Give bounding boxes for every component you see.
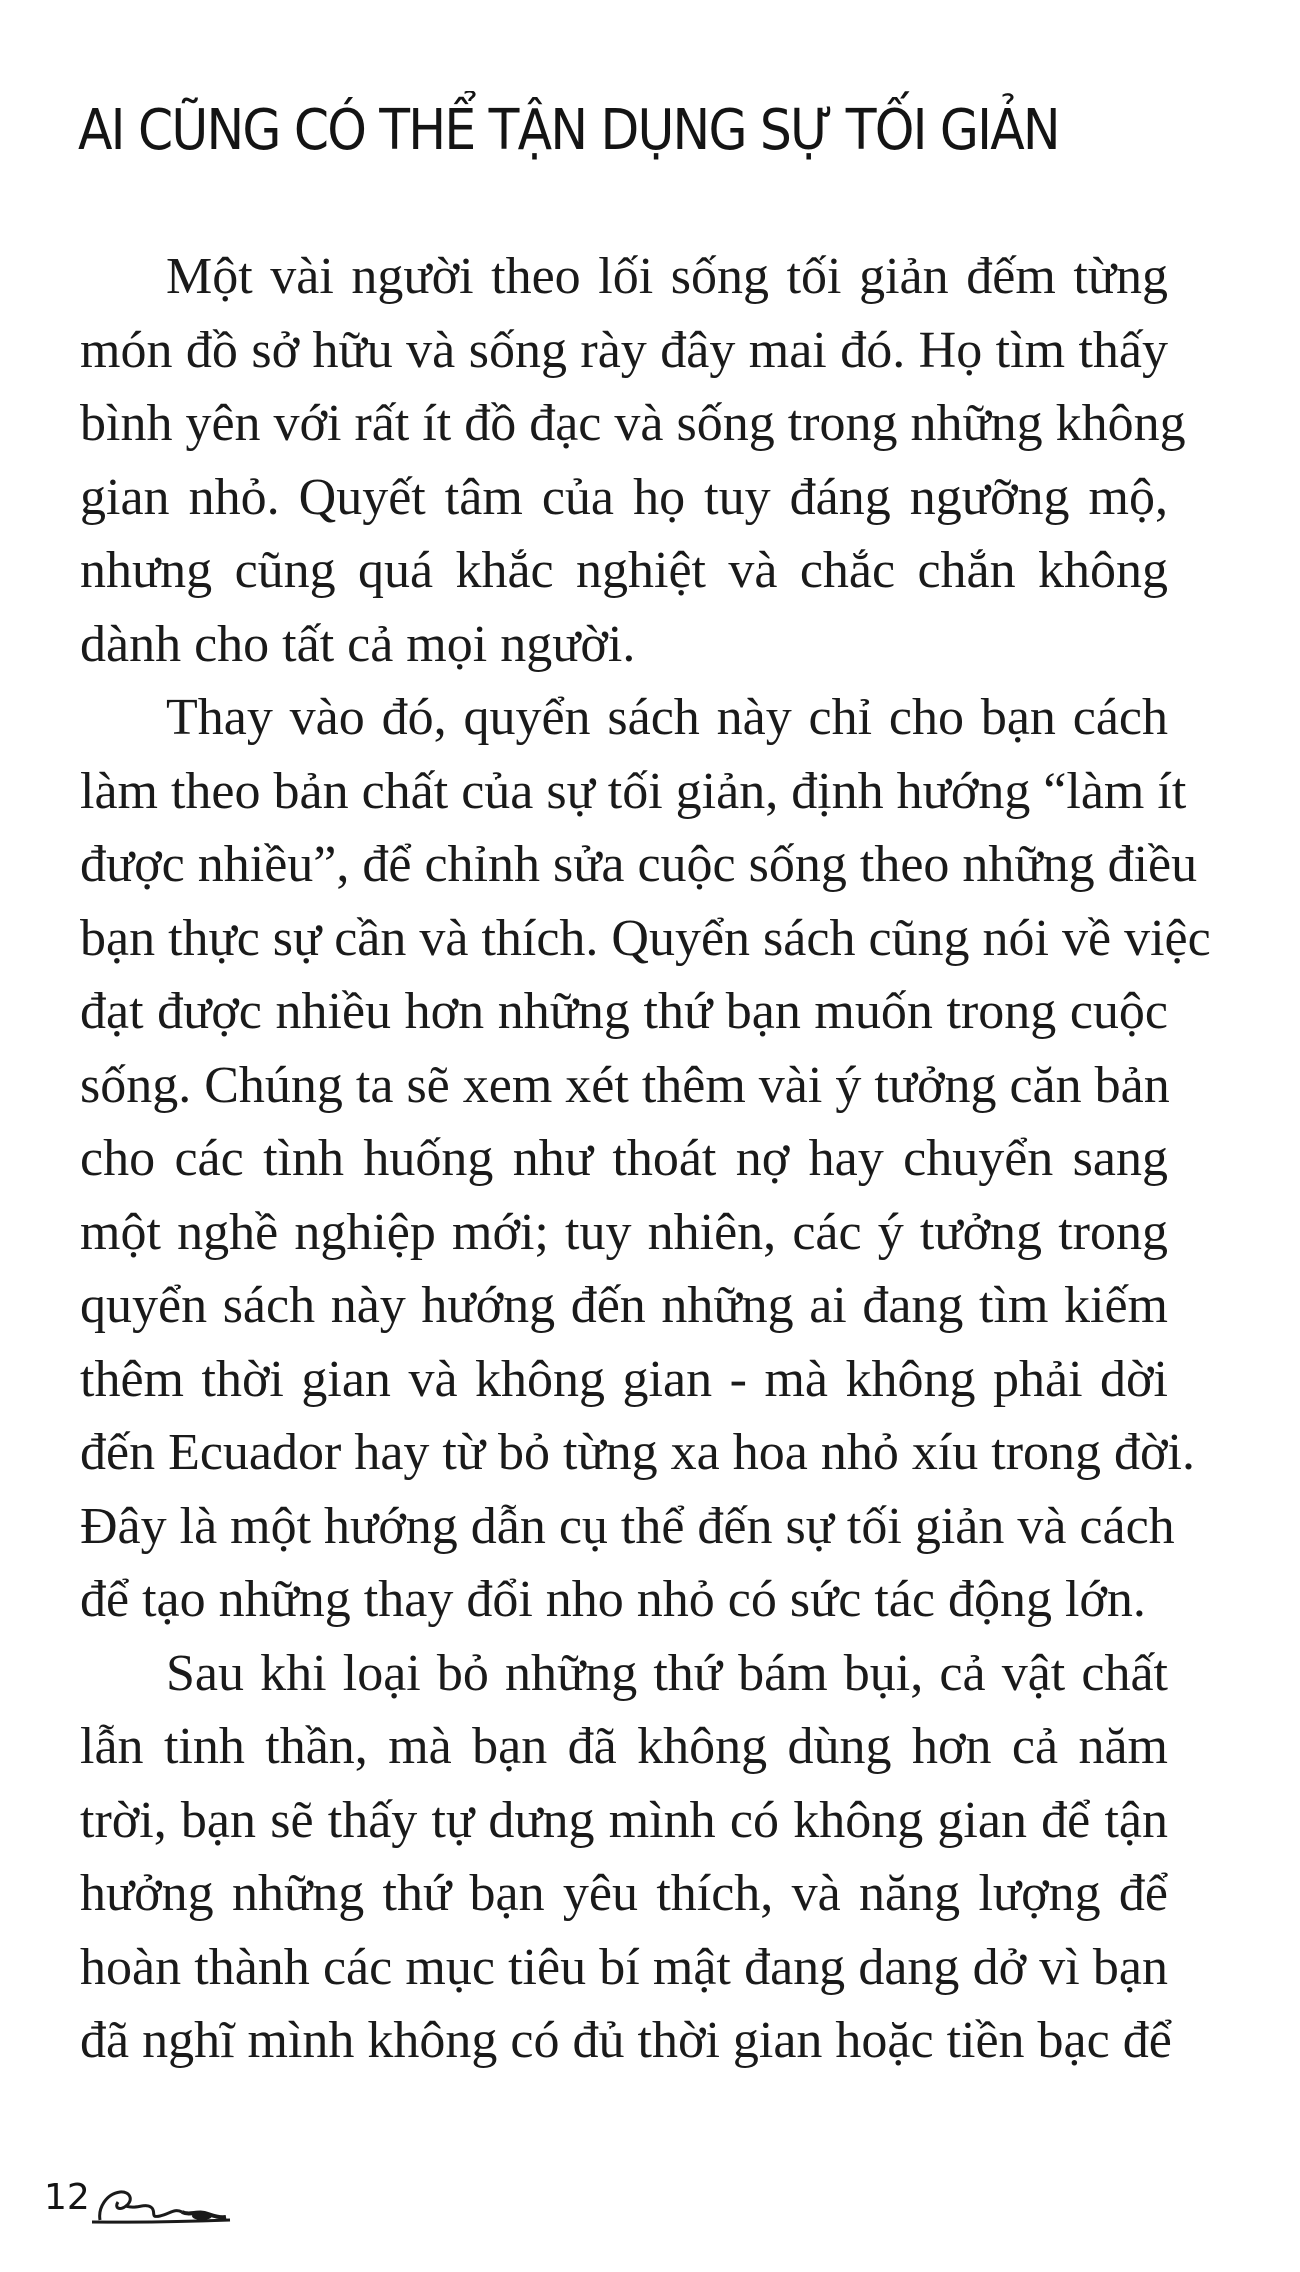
text-line: lẫn tinh thần, mà bạn đã không dùng hơn cả năm [80, 1718, 1168, 1775]
text-line: thêm thời gian và không gian - mà không phải dời [80, 1350, 1168, 1408]
text-line: hoàn thành các mục tiêu bí mật đang dang dở vì bạn [80, 1938, 1168, 1996]
page-footer [44, 2178, 244, 2238]
text-line: Đây là một hướng dẫn cụ thể đến sự tối giản và cách [80, 1497, 1175, 1555]
decorative-swash-icon [90, 2180, 240, 2230]
body-text [80, 240, 1211, 2078]
text-line: làm theo bản chất của sự tối giản, định hướng “làm ít [80, 762, 1187, 820]
section-heading: AI CŨNG CÓ THỂ TẬN DỤNG SỰ TỐI GIẢN [78, 98, 1059, 163]
text-line: bình yên với rất ít đồ đạc và sống trong những không [80, 395, 1186, 452]
text-line: đạt được nhiều hơn những thứ bạn muốn trong cuộc [80, 983, 1168, 1040]
paragraph-1 [80, 240, 1186, 681]
text-line: nhưng cũng quá khắc nghiệt và chắc chắn không [80, 542, 1168, 599]
text-line: Sau khi loại bỏ những thứ bám bụi, cả vật chất [166, 1644, 1168, 1702]
text-line: món đồ sở hữu và sống rày đây mai đó. Họ tìm thấy [80, 321, 1168, 379]
text-line: Một vài người theo lối sống tối giản đếm từng [166, 248, 1168, 305]
text-line: gian nhỏ. Quyết tâm của họ tuy đáng ngưỡng mộ, [80, 468, 1168, 526]
paragraph-2 [80, 681, 1211, 1637]
paragraph-3 [80, 1637, 1172, 2078]
text-line: hưởng những thứ bạn yêu thích, và năng lượng để [80, 1865, 1168, 1922]
text-line: quyển sách này hướng đến những ai đang tìm kiếm [80, 1277, 1168, 1334]
text-line: sống. Chúng ta sẽ xem xét thêm vài ý tưởng căn bản [80, 1056, 1170, 1114]
text-line: một nghề nghiệp mới; tuy nhiên, các ý tưởng trong [80, 1203, 1168, 1261]
text-line: dành cho tất cả mọi người. [80, 615, 636, 673]
text-line: đến Ecuador hay từ bỏ từng xa hoa nhỏ xíu trong đời. [80, 1424, 1195, 1481]
text-line: trời, bạn sẽ thấy tự dưng mình có không gian để tận [80, 1791, 1168, 1849]
page-number: 12 [44, 2177, 90, 2218]
text-line: bạn thực sự cần và thích. Quyển sách cũng nói về việc [80, 909, 1211, 967]
text-line: được nhiều”, để chỉnh sửa cuộc sống theo những điều [80, 836, 1198, 893]
text-line: Thay vào đó, quyển sách này chỉ cho bạn cách [166, 689, 1168, 746]
text-line: đã nghĩ mình không có đủ thời gian hoặc tiền bạc để [80, 2012, 1172, 2069]
text-line: cho các tình huống như thoát nợ hay chuyển sang [80, 1130, 1168, 1187]
text-line: để tạo những thay đổi nho nhỏ có sức tác động lớn. [80, 1571, 1146, 1628]
